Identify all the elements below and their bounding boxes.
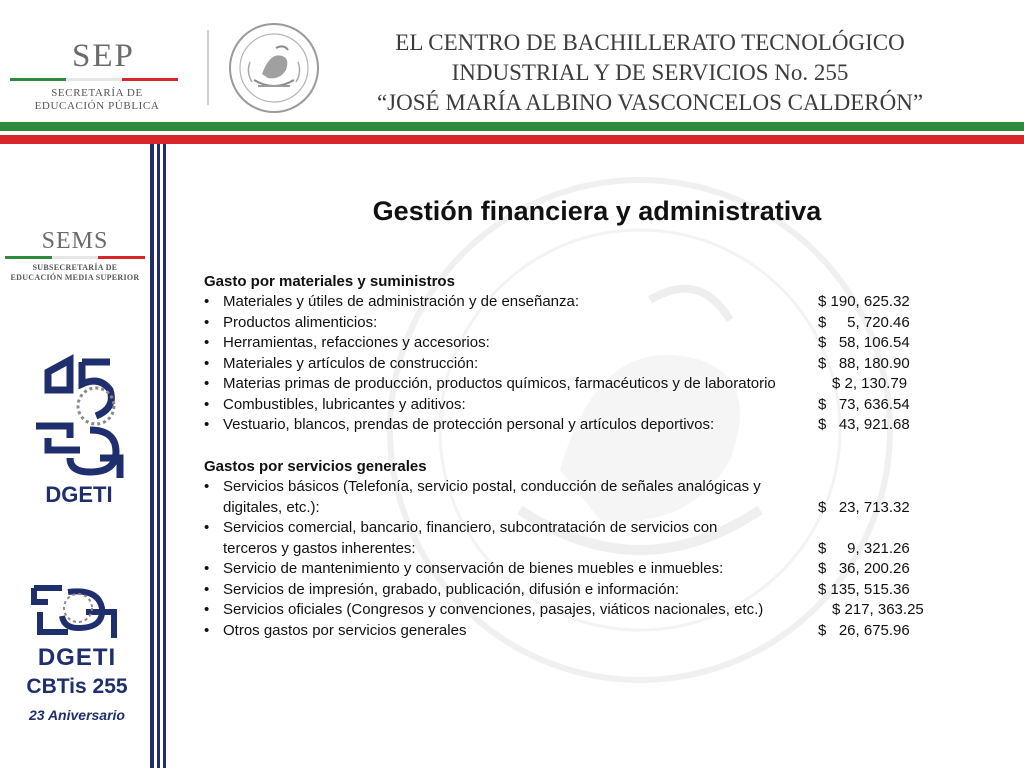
section-title: Gastos por servicios generales — [204, 458, 427, 475]
section-materials — [204, 272, 964, 436]
item-amount: $ 88, 180.90 — [818, 354, 910, 372]
item-amount: $ 9, 321.26 — [818, 539, 910, 557]
item-description: Servicios de impresión, grabado, publicación, difusión e información: — [223, 580, 680, 598]
dgeti-45-label: DGETI — [45, 482, 113, 507]
sems-subtitle-line2: EDUCACIÓN MEDIA SUPERIOR — [10, 273, 140, 282]
bullet-icon: • — [204, 313, 210, 331]
section-title: Gasto por materiales y suministros — [204, 273, 455, 290]
item-description: Combustibles, lubricantes y aditivos: — [223, 395, 466, 413]
list-item — [204, 621, 964, 642]
mexican-coat-of-arms-seal-icon — [224, 22, 324, 114]
sep-logo — [10, 40, 185, 118]
bullet-icon: • — [204, 580, 210, 598]
item-description: Materiales y artículos de construcción: — [223, 354, 479, 372]
item-description: Materias primas de producción, productos químicos, farmacéuticos y de laboratorio — [223, 375, 776, 392]
item-amount: $ 217, 363.25 — [832, 601, 924, 618]
sep-logo-subtitle — [22, 87, 172, 113]
sems-logo-word: SEMS — [41, 228, 109, 254]
item-description: Productos alimenticios: — [223, 313, 378, 331]
item-description: Servicio de mantenimiento y conservación de bienes muebles e inmuebles: — [223, 560, 724, 577]
page-title: Gestión financiera y administrativa — [372, 196, 822, 226]
sems-logo-subtitle — [0, 263, 150, 283]
list-item — [204, 354, 964, 375]
sidebar-line — [157, 144, 160, 768]
bullet-icon: • — [204, 334, 210, 351]
green-stripe — [0, 122, 1024, 131]
item-description: Servicios oficiales (Congresos y convenciones, pasajes, viáticos nacionales, etc.) — [223, 601, 764, 618]
sep-logo-word: SEP — [72, 38, 135, 74]
item-amount: $ 2, 130.79 — [832, 375, 908, 392]
red-stripe — [0, 135, 1024, 144]
list-item — [204, 313, 964, 334]
list-item — [204, 292, 964, 313]
item-description: Servicios básicos (Telefonía, servicio postal, conducción de señales analógicas y digitales, etc.): — [223, 478, 761, 516]
sep-flag-bar — [10, 78, 178, 81]
left-sidebar — [0, 144, 168, 768]
item-amount: $ 23, 713.32 — [818, 498, 910, 516]
list-item — [204, 580, 964, 601]
item-amount: $ 190, 625.32 — [818, 293, 910, 310]
anniversary-label: 23 Aniversario — [29, 707, 125, 723]
dgeti-logo-word: DGETI — [37, 644, 117, 671]
sems-logo — [0, 228, 150, 283]
school-name-line3: “JOSÉ MARÍA ALBINO VASCONCELOS CALDERÓN” — [376, 90, 924, 115]
list-item — [204, 374, 964, 395]
list-item — [204, 518, 964, 559]
list-item — [204, 395, 964, 416]
sep-subtitle-line2: EDUCACIÓN PÚBLICA — [34, 100, 160, 112]
item-amount: $ 26, 675.96 — [818, 621, 910, 639]
header — [0, 0, 1024, 122]
item-amount: $ 43, 921.68 — [818, 416, 910, 433]
bullet-icon: • — [204, 601, 210, 618]
bullet-icon: • — [204, 375, 210, 392]
bullet-icon: • — [204, 478, 210, 495]
list-item — [204, 477, 964, 518]
cbtis-label: CBTis 255 — [26, 675, 128, 698]
bullet-icon: • — [204, 416, 210, 433]
item-amount: $ 58, 106.54 — [818, 334, 910, 351]
sems-flag-bar — [5, 256, 145, 259]
dgeti-logo-icon — [28, 582, 124, 644]
section-services — [204, 457, 964, 641]
item-description: Servicios comercial, bancario, financiero, subcontratación de servicios con terceros y gastos inherentes: — [223, 519, 718, 557]
sems-subtitle-line1: SUBSECRETARÍA DE — [32, 263, 118, 272]
header-divider — [207, 30, 209, 105]
item-amount: $ 5, 720.46 — [818, 313, 910, 331]
sidebar-line — [163, 144, 166, 768]
bullet-icon: • — [204, 560, 210, 577]
item-description: Herramientas, refacciones y accesorios: — [223, 334, 490, 351]
item-amount: $ 36, 200.26 — [818, 560, 910, 577]
bullet-icon: • — [204, 395, 210, 413]
sep-subtitle-line1: SECRETARÍA DE — [51, 87, 143, 99]
sidebar-line — [150, 144, 154, 768]
bullet-icon: • — [204, 621, 210, 639]
item-description: Materiales y útiles de administración y de enseñanza: — [223, 293, 580, 310]
list-item — [204, 415, 964, 436]
item-description: Otros gastos por servicios generales — [223, 621, 467, 639]
list-item — [204, 333, 964, 354]
item-amount: $ 73, 636.54 — [818, 395, 910, 413]
item-amount: $ 135, 515.36 — [818, 580, 910, 598]
school-name-line2: INDUSTRIAL Y DE SERVICIOS No. 255 — [451, 60, 849, 85]
list-item — [204, 559, 964, 580]
bullet-icon: • — [204, 293, 210, 310]
bullet-icon: • — [204, 519, 210, 536]
school-name-line1: EL CENTRO DE BACHILLERATO TECNOLÓGICO — [395, 30, 905, 55]
item-description: Vestuario, blancos, prendas de protección personal y artículos deportivos: — [223, 416, 715, 433]
bullet-icon: • — [204, 354, 210, 372]
list-item — [204, 600, 964, 621]
school-name — [340, 28, 960, 118]
